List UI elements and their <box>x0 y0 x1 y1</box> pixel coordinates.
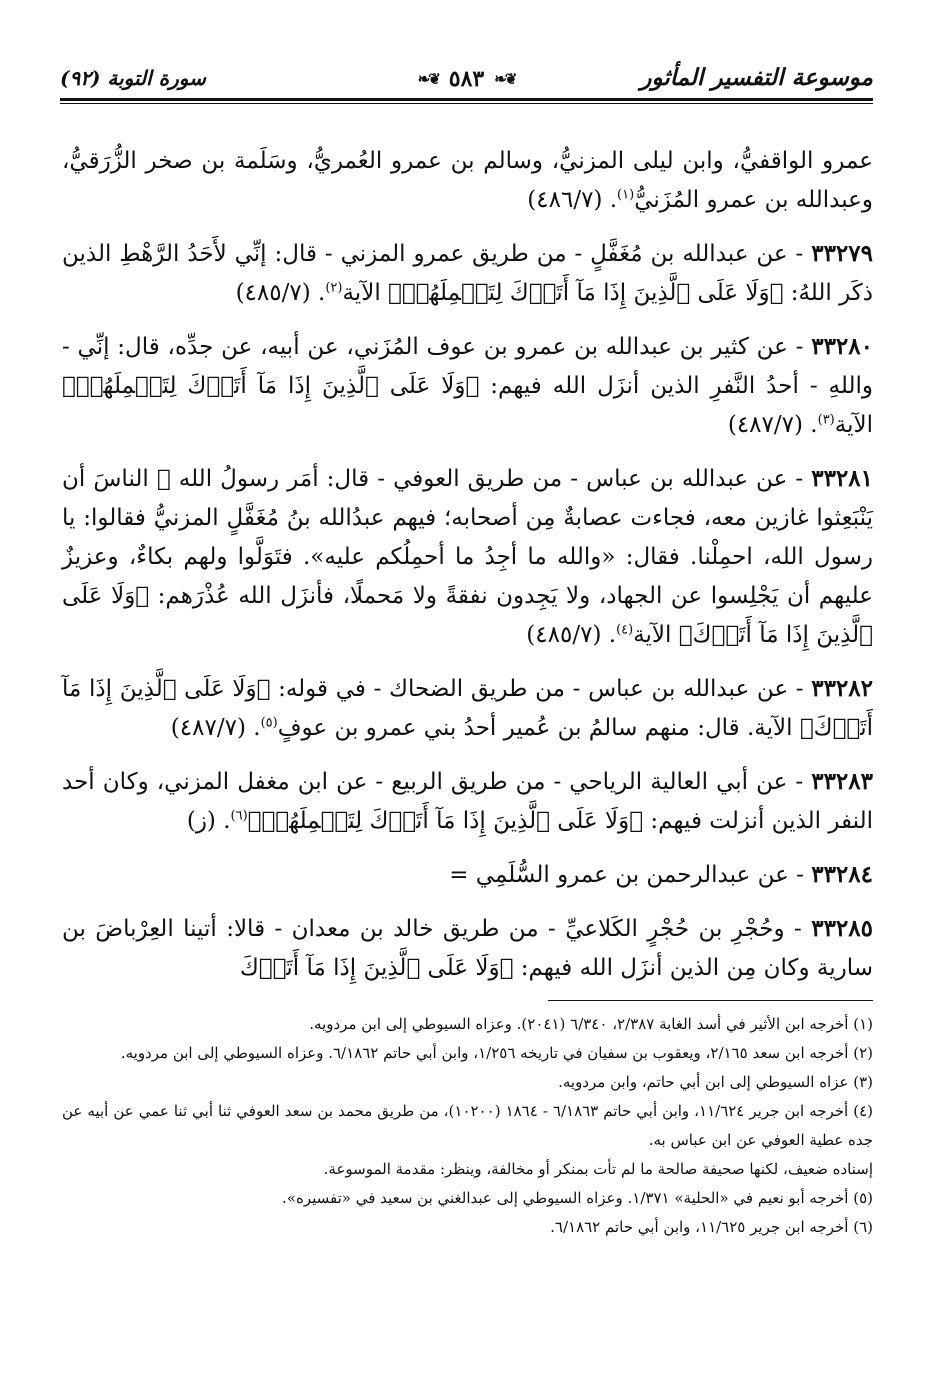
hadith-number: ٣٣٢٨٠ <box>811 333 873 360</box>
paragraph <box>62 669 873 748</box>
footnote: (٤) أخرجه ابن جرير ١١/٦٢٤، وابن أبي حاتم ٦/١٨٦٣ - ١٨٦٤ (١٠٢٠٠)، من طريق محمد بن سعد العوفي ثنا أبي ثنا عمي عن أبيه عن جده عطية العوفي عن ابن عباس به. <box>62 1102 874 1149</box>
footnote-ref: (٦) <box>230 808 248 824</box>
paragraph-ref: . (٤٨٥/٧) <box>526 622 617 648</box>
main-text <box>62 142 873 1002</box>
paragraph-text: - عن أبي العالية الرياحي - من طريق الربيع - عن ابن مغفل المزني، وكان أحد النفر الذين أنزلت فيهم: ﴿وَلَا عَلَى ٱلَّذِينَ إِذَا مَآ أَتَوۡكَ لِتَحۡمِلَهُمۡ﴾ <box>62 769 873 834</box>
paragraph <box>62 234 873 313</box>
footnote: (١) أخرجه ابن الأثير في أسد الغابة ٢/٣٨٧، ٦/٣٤٠ (٢٠٤١). وعزاه السيوطي إلى ابن مردويه. <box>309 1015 873 1033</box>
footnote-ref: (١) <box>617 187 635 203</box>
footnote: (٥) أخرجه أبو نعيم في «الحلية» ١/٣٧١. وعزاه السيوطي إلى عبدالغني بن سعيد في «تفسيره». <box>282 1189 873 1207</box>
footnote: (٦) أخرجه ابن جرير ١١/٦٢٥، وابن أبي حاتم ٦/١٨٦٢. <box>550 1218 873 1236</box>
footnote-ref: (٣) <box>817 412 835 428</box>
paragraph-text: - وحُجْرِ بن حُجْرٍ الكَلاعيِّ - من طريق خالد بن معدان - قالا: أتينا العِرْباضَ بن سارية وكان مِن الذين أنزَل الله فيهم: ﴿وَلَا عَلَى ٱلَّذِينَ إِذَا مَآ أَتَوۡكَ <box>62 916 873 981</box>
footnote: إسناده ضعيف، لكنها صحيفة صالحة ما لم تأت بمنكر أو مخالفة، وينظر: مقدمة الموسوعة. <box>323 1160 873 1178</box>
footnote-ref: (٥) <box>260 715 278 731</box>
hadith-number: ٣٣٢٧٩ <box>811 240 873 267</box>
header-rule-thin <box>60 103 873 104</box>
footnote-ref: (٤) <box>616 622 634 638</box>
ornament-right-icon: ❦❧ <box>494 70 516 88</box>
paragraph <box>62 327 873 445</box>
paragraph <box>62 762 873 841</box>
paragraph-text: - عن عبدالرحمن بن عمرو السُّلَمِي = <box>449 862 812 888</box>
paragraph-ref: . (٤٨٦/٧) <box>527 187 618 213</box>
paragraph-ref: . (٤٨٥/٧) <box>235 280 326 306</box>
hadith-number: ٣٣٢٨٤ <box>811 861 873 888</box>
footnote-ref: (٢) <box>325 280 343 296</box>
hadith-number: ٣٣٢٨١ <box>811 465 873 492</box>
hadith-number: ٣٣٢٨٢ <box>811 675 873 702</box>
paragraph-text: - عن عبدالله بن مُغَفَّلٍ - من طريق عمرو المزني - قال: إنِّي لأَحَدُ الرَّهْطِ الذين ذكَر اللهُ: ﴿وَلَا عَلَى ٱلَّذِينَ إِذَا مَآ أَتَوۡكَ لِتَحۡمِلَهُمۡ﴾ الآية <box>62 241 873 306</box>
paragraph <box>62 142 873 220</box>
header-rule-thick <box>60 98 873 101</box>
footnotes <box>62 1010 873 1242</box>
paragraph-text: - عن عبدالله بن عباس - من طريق العوفي - قال: أمَر رسولُ الله ﷺ الناسَ أن يَنْبَعِثوا غازين معه، فجاءت عصابةٌ مِن أصحابه؛ فيهم عبدُالله بنُ مُغَفَّلٍ المزنيُّ فقالوا: يا رسول الله، احمِلْنا. فقال: «والله ما أجِدُ ما أحمِلُكم عليه». فتَوَلَّوا ولهم بكاءٌ، وعزيزٌ عليهم أن يَجْلِسوا عن الجهاد، ولا يَجِدون نفقةً ولا مَحملًا، فأنزَل الله عُذْرَهم: ﴿وَلَا عَلَى ٱلَّذِينَ إِذَا مَآ أَتَوۡكَ﴾ الآية <box>62 466 873 648</box>
paragraph-ref: . (٤٨٧/٧) <box>727 412 818 438</box>
paragraph-text: عمرو الواقفيُّ، وابن ليلى المزنيُّ، وسالم بن عمرو العُمريُّ، وسَلَمة بن صخر الزُّرَقيُّ، وعبدالله بن عمرو المُزَنيُّ <box>62 148 873 213</box>
page-number-block <box>418 66 516 92</box>
book-title: موسوعة التفسير المأثور <box>640 64 873 91</box>
paragraph-ref: . (ز) <box>186 808 231 834</box>
paragraph-text: - عن عبدالله بن عباس - من طريق الضحاك - في قوله: ﴿وَلَا عَلَى ٱلَّذِينَ إِذَا مَآ أَتَوۡكَ﴾ الآية. قال: منهم سالمُ بن عُمير أحدُ بني عمرو بن عوفٍ <box>62 676 873 741</box>
hadith-number: ٣٣٢٨٥ <box>811 915 873 942</box>
paragraph-text: - عن كثير بن عبدالله بن عمرو بن عوف المُزَني، عن أبيه، عن جدِّه، قال: إنِّي - واللهِ - أحدُ النَّفرِ الذين أنزَل الله فيهم: ﴿وَلَا عَلَى ٱلَّذِينَ إِذَا مَآ أَتَوۡكَ لِتَحۡمِلَهُمۡ﴾ الآية <box>62 334 873 438</box>
page-header <box>60 62 873 106</box>
footnote: (٢) أخرجه ابن سعد ٢/١٦٥، ويعقوب بن سفيان في تاريخه ١/٢٥٦، وابن أبي حاتم ٦/١٨٦٢. وعزاه السيوطي إلى ابن مردويه. <box>120 1044 873 1062</box>
footnote: (٣) عزاه السيوطي إلى ابن أبي حاتم، وابن مردويه. <box>558 1073 873 1091</box>
surah-label: سورة التوبة (٩٢) <box>60 66 206 90</box>
footnote-separator <box>548 1000 873 1001</box>
paragraph <box>62 459 873 655</box>
hadith-number: ٣٣٢٨٣ <box>811 768 873 795</box>
page-number: ٥٨٣ <box>448 66 485 92</box>
paragraph <box>62 855 873 895</box>
ornament-left-icon: ❦❧ <box>417 70 439 88</box>
paragraph <box>62 909 873 988</box>
paragraph-ref: . (٤٨٧/٧) <box>170 715 261 741</box>
